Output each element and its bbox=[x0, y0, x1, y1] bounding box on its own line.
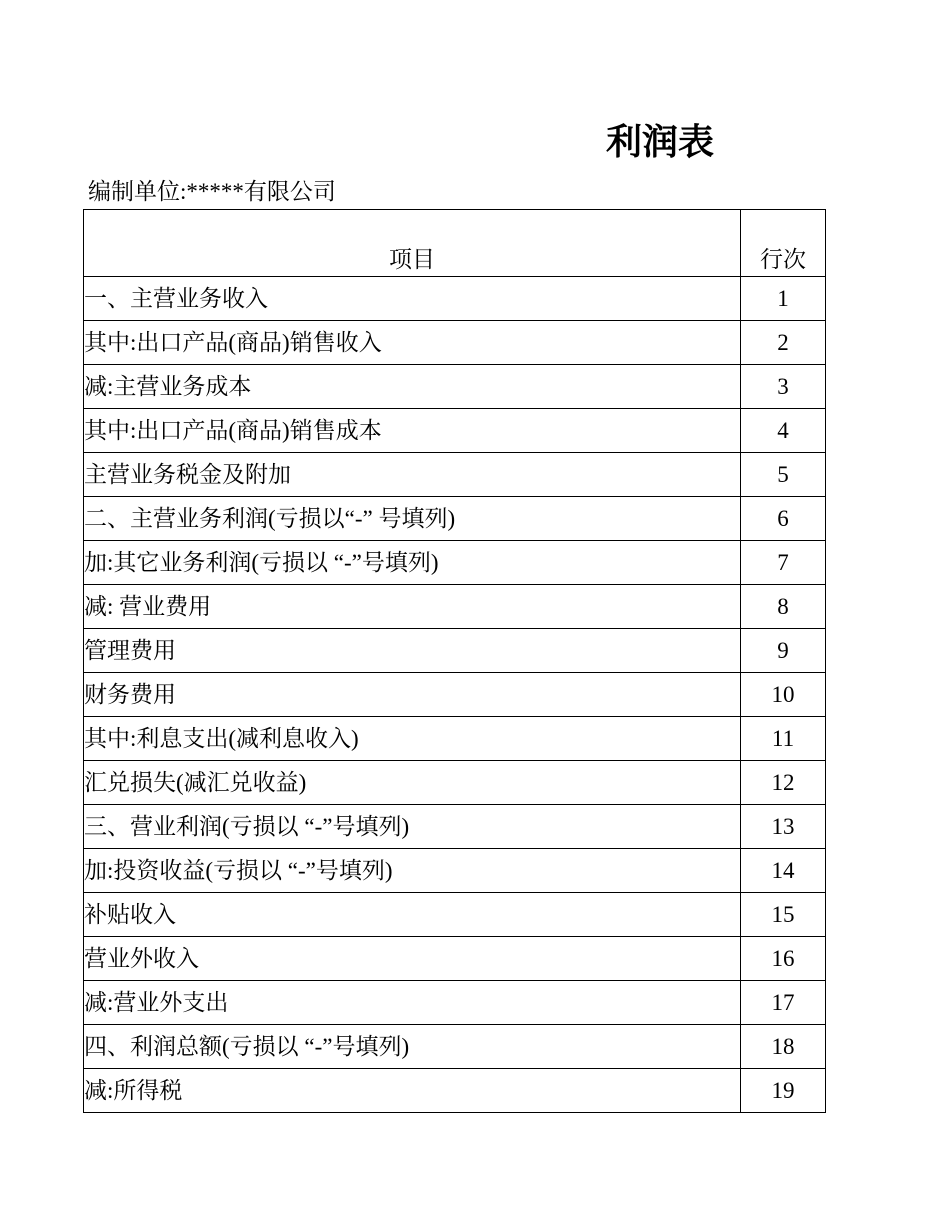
row-item-label: 其中:出口产品(商品)销售成本 bbox=[84, 409, 741, 453]
table-row bbox=[84, 849, 826, 893]
table-row bbox=[84, 585, 826, 629]
row-item-label: 其中:利息支出(减利息收入) bbox=[84, 717, 741, 761]
row-line-number: 5 bbox=[741, 453, 826, 497]
row-line-number: 14 bbox=[741, 849, 826, 893]
row-line-number: 3 bbox=[741, 365, 826, 409]
table-row bbox=[84, 981, 826, 1025]
header-line-number: 行次 bbox=[741, 210, 826, 277]
table-row bbox=[84, 893, 826, 937]
income-statement-table bbox=[83, 209, 826, 1113]
table-row bbox=[84, 937, 826, 981]
table-row bbox=[84, 805, 826, 849]
table-row bbox=[84, 497, 826, 541]
table-row bbox=[84, 761, 826, 805]
row-line-number: 6 bbox=[741, 497, 826, 541]
table-header-row bbox=[84, 210, 826, 277]
row-line-number: 12 bbox=[741, 761, 826, 805]
table-row bbox=[84, 453, 826, 497]
row-item-label: 汇兑损失(减汇兑收益) bbox=[84, 761, 741, 805]
row-line-number: 19 bbox=[741, 1069, 826, 1113]
row-item-label: 管理费用 bbox=[84, 629, 741, 673]
row-item-label: 减:主营业务成本 bbox=[84, 365, 741, 409]
row-line-number: 16 bbox=[741, 937, 826, 981]
row-line-number: 1 bbox=[741, 277, 826, 321]
row-item-label: 减: 营业费用 bbox=[84, 585, 741, 629]
table-body bbox=[84, 277, 826, 1113]
row-item-label: 其中:出口产品(商品)销售收入 bbox=[84, 321, 741, 365]
row-item-label: 减:所得税 bbox=[84, 1069, 741, 1113]
row-line-number: 10 bbox=[741, 673, 826, 717]
row-line-number: 13 bbox=[741, 805, 826, 849]
row-line-number: 8 bbox=[741, 585, 826, 629]
report-title: 利润表 bbox=[605, 122, 714, 163]
row-item-label: 补贴收入 bbox=[84, 893, 741, 937]
row-item-label: 主营业务税金及附加 bbox=[84, 453, 741, 497]
row-line-number: 9 bbox=[741, 629, 826, 673]
row-line-number: 17 bbox=[741, 981, 826, 1025]
row-item-label: 一、主营业务收入 bbox=[84, 277, 741, 321]
table-row bbox=[84, 1025, 826, 1069]
row-item-label: 减:营业外支出 bbox=[84, 981, 741, 1025]
table-row bbox=[84, 673, 826, 717]
table-row bbox=[84, 321, 826, 365]
row-item-label: 二、主营业务利润(亏损以“-” 号填列) bbox=[84, 497, 741, 541]
row-line-number: 7 bbox=[741, 541, 826, 585]
table-row bbox=[84, 541, 826, 585]
row-item-label: 三、营业利润(亏损以 “-”号填列) bbox=[84, 805, 741, 849]
header-item: 项目 bbox=[84, 210, 741, 277]
row-item-label: 加:投资收益(亏损以 “-”号填列) bbox=[84, 849, 741, 893]
table-row bbox=[84, 277, 826, 321]
company-label: 编制单位:*****有限公司 bbox=[88, 179, 336, 204]
table-row bbox=[84, 629, 826, 673]
row-line-number: 4 bbox=[741, 409, 826, 453]
table-row bbox=[84, 1069, 826, 1113]
row-item-label: 财务费用 bbox=[84, 673, 741, 717]
row-line-number: 18 bbox=[741, 1025, 826, 1069]
table-row bbox=[84, 409, 826, 453]
row-item-label: 四、利润总额(亏损以 “-”号填列) bbox=[84, 1025, 741, 1069]
row-item-label: 加:其它业务利润(亏损以 “-”号填列) bbox=[84, 541, 741, 585]
row-line-number: 2 bbox=[741, 321, 826, 365]
table-row bbox=[84, 365, 826, 409]
row-line-number: 11 bbox=[741, 717, 826, 761]
table-row bbox=[84, 717, 826, 761]
row-item-label: 营业外收入 bbox=[84, 937, 741, 981]
row-line-number: 15 bbox=[741, 893, 826, 937]
